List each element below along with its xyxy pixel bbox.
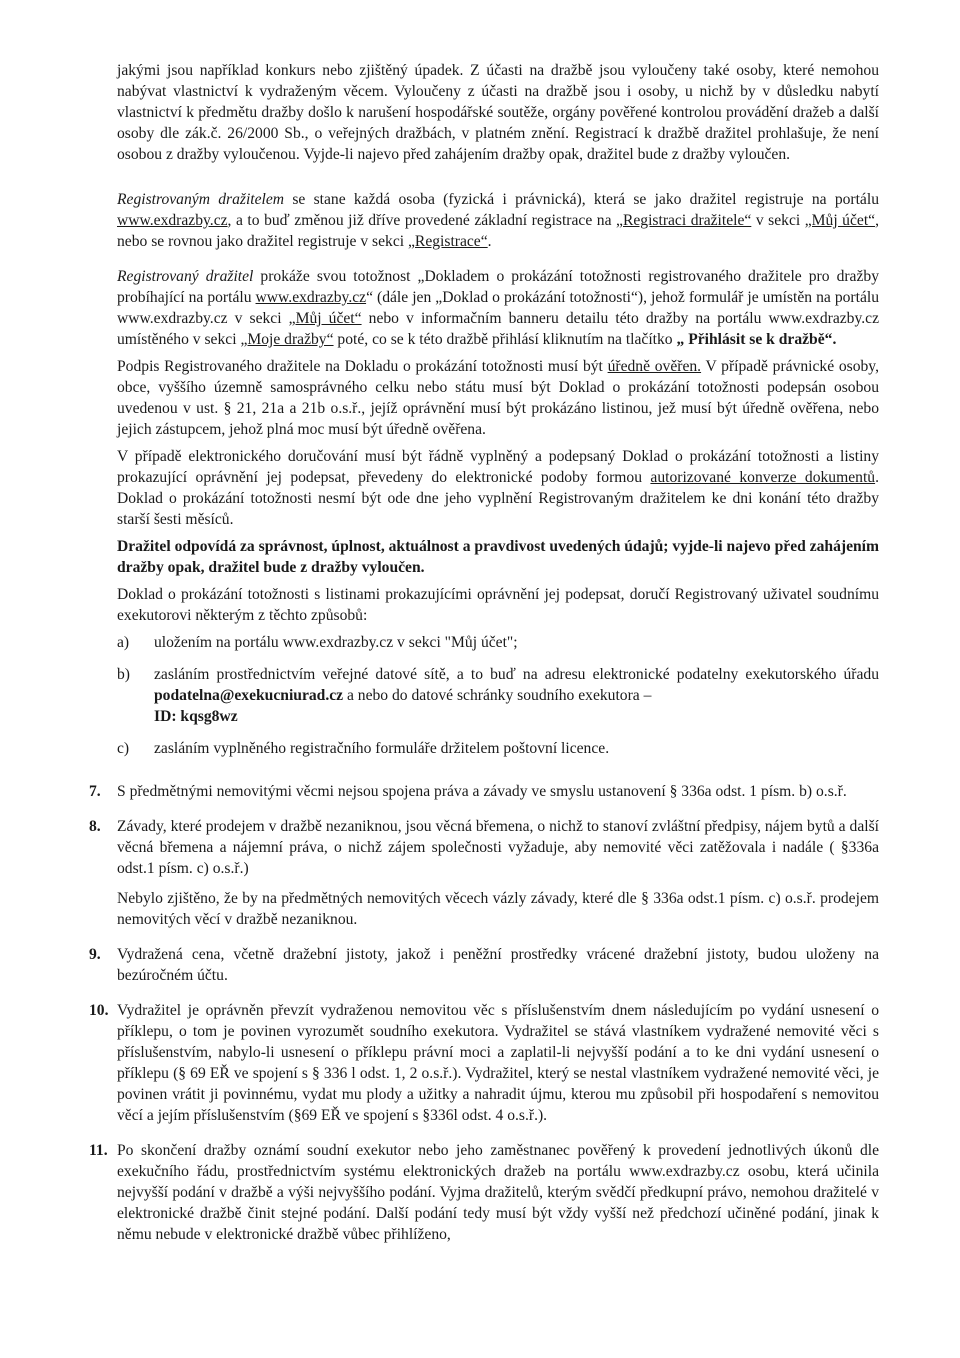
text-run: V případě právnické osoby, obce, vyššího územně samosprávného celku nebo státu musí být Doklad o prokázání totožnosti podepsán osobou uvedenou v ust. § 21, 21a a 21b o.s.ř., jejíž oprávnění musí být prokázáno listinou, jež musí být úředně ověřena, nebo jejich zástupcem, jehož plná moc musí být úředně ověřena.: [117, 358, 879, 438]
my-account-link[interactable]: „Můj účet“: [288, 310, 362, 327]
my-auctions-link[interactable]: „Moje dražby“: [240, 331, 334, 348]
point-text: Vydražitel je oprávněn převzít vydraženou nemovitou věc s příslušenstvím dnem následujícím po vydání usnesení o příklepu, o tom je povinen vyrozumět soudního exekutora. Vydražitel se stává vlastníkem vydražené nemovité věci s příslušenstvím, nabylo-li usnesení o příklepu právní moci a zaplatil-li nejvyšší podání a to ke dni vydání usnesení o příklepu (§ 69 EŘ ve spojení s § 336 l odst. 1, 2 o.s.ř.). Vydražitel, který se nestal vlastníkem vydražené nemovité věci, je povinen vrátit ji povinnému, vydat mu plody a užitky a nahradit újmu, kterou mu způsobil při hospodaření s nemovitou věcí a jejím příslušenstvím (§69 EŘ ve spojení s §336l odst. 4 o.s.ř.).: [117, 1002, 879, 1124]
point-number: 10.: [89, 1002, 109, 1019]
registration-link[interactable]: „Registrace“: [408, 233, 488, 250]
list-item-label: c): [117, 740, 130, 757]
text-run: . Doklad o prokázání totožnosti nesmí být ode dne jeho vyplnění Registrovaným dražitelem ke dni konání této dražby starší šesti měsíců.: [117, 469, 879, 528]
delivery-methods-list: [117, 632, 879, 759]
point-text: Vydražená cena, včetně dražební jistoty, jakož i peněžní prostředky vrácené dražební jistoty, budou uloženy na bezúročném účtu.: [117, 946, 879, 984]
list-item-text: zasláním prostřednictvím veřejné datové sítě, a to buď na adresu elektronické podatelny exekutorského úřadu: [154, 666, 879, 683]
point-9: [89, 944, 879, 986]
registered-bidder-term: Registrovaným dražitelem: [117, 191, 285, 208]
point-number: 7.: [89, 783, 101, 800]
list-item-label: b): [117, 666, 130, 683]
registration-paragraph: [117, 189, 879, 252]
text-run: “ (dále jen „Doklad o prokázání totožnosti“), jehož formulář je umístěn na portálu www.exdrazby.cz v sekci: [117, 289, 879, 327]
point-7: [89, 781, 879, 802]
data-box-id: ID: kqsg8wz: [154, 708, 238, 725]
intro-paragraph: jakými jsou například konkurs nebo zjištěný úpadek. Z účasti na dražbě jsou vyloučeny také osoby, které nemohou nabývat vlastnictví k vydraženým věcem. Vyloučeny z účasti na dražbě jsou i osoby, u nichž by v důsledku nabytí vlastnictví k předmětu dražby došlo k narušení hospodářské soutěže, orgány pověřené kontrolou provádění dražeb a další osoby dle zák.č. 26/2000 Sb., o veřejných dražbách, v platném znění. Registrací k dražbě dražitel prohlašuje, že není osobou z dražby vyloučenou. Vyjde-li najevo před zahájením dražby opak, dražitel bude z dražby vyloučen.: [117, 62, 879, 163]
text-run: nebo v informačním banneru detailu této dražby na portálu www.exdrazby.cz umístěného v sekci: [117, 310, 880, 348]
list-item: [117, 738, 879, 759]
list-item-label: a): [117, 634, 130, 651]
point-11: [89, 1140, 879, 1245]
document-body: [89, 60, 880, 1259]
point-number: 9.: [89, 946, 101, 963]
point-number: 11.: [89, 1142, 108, 1159]
authorized-conversion-text: autorizované konverze dokumentů: [650, 469, 876, 486]
list-item-text: zasláním vyplněného registračního formuláře držitelem poštovní licence.: [154, 740, 610, 757]
text-run: , nebo se rovnou jako dražitel registruje v sekci: [117, 212, 879, 250]
text-run: V případě elektronického doručování musí být řádně vyplněný a podepsaný Doklad o prokázání totožnosti a listiny prokazující oprávnění jej podepsat, převedeny do elektronické podoby formou: [117, 448, 879, 486]
point-10: [89, 1000, 879, 1126]
text-run: poté, co se k této dražbě přihlásí kliknutím na tlačítko: [333, 331, 677, 348]
point-text: Závady, které prodejem v dražbě nezaniknou, jsou věcná břemena, o nichž to stanoví zvláštní předpisy, nájem bytů a další věcná břemena a nájemní práva, o nichž zájem společnosti vyžaduje, aby nemovité věci zatěžovala i nadále ( §336a odst.1 písm. c) o.s.ř.): [117, 818, 879, 877]
point-8: [89, 816, 879, 930]
text-run: v sekci: [751, 212, 805, 229]
text-run: se stane každá osoba (fyzická i právnická), která se jako dražitel registruje na portálu: [284, 191, 879, 208]
portal-link[interactable]: www.exdrazby.cz: [117, 212, 228, 229]
bidder-responsibility-notice: Dražitel odpovídá za správnost, úplnost, aktuálnost a pravdivost uvedených údajů; vyjde-li najevo před zahájením dražby opak, dražitel bude z dražby vyloučen.: [117, 538, 879, 576]
text-run: .: [487, 233, 492, 250]
text-run: Podpis Registrovaného dražitele na Dokladu o prokázání totožnosti musí být: [117, 358, 608, 375]
signature-paragraph: [117, 356, 879, 440]
point-number: 8.: [89, 818, 101, 835]
list-item: [117, 664, 879, 727]
podatelna-email[interactable]: podatelna@exekucniurad.cz: [154, 687, 344, 704]
point-text: S předmětnými nemovitými věcmi nejsou spojena práva a závady ve smyslu ustanovení § 336a odst. 1 písm. b) o.s.ř.: [117, 783, 847, 800]
electronic-delivery-paragraph: [117, 446, 879, 530]
join-auction-button-name: „ Přihlásit se k dražbě“.: [676, 331, 837, 348]
portal-link[interactable]: www.exdrazby.cz: [255, 289, 367, 306]
text-run: prokáže svou totožnost „Dokladem o prokázání totožnosti registrovaného dražitele pro dražby probíhající na portálu: [117, 268, 879, 306]
bidder-registration-link[interactable]: „Registraci dražitele“: [616, 212, 752, 229]
list-item: [117, 632, 879, 653]
point-text: Po skončení dražby oznámí soudní exekutor nebo jeho zaměstnanec pověřený k provedení jednotlivých úkonů dle exekučního řádu, prostřednictvím systému elektronických dražeb na portálu www.exdrazby.cz osobu, která učinila nejvyšší podání v dražbě a výši nejvyššího podání. Vyjma dražitelů, kterým svědčí předkupní právo, nemohou dražitelé v elektronické dražbě činit stejné podání. Další podání tedy musí být vždy vyšší než předchozí učiněné podání, jinak k němu nebude v elektronické dražbě vůbec přihlíženo,: [117, 1142, 879, 1243]
list-item-text: a nebo do datové schránky soudního exekutora –: [343, 687, 652, 704]
list-item-text: uložením na portálu www.exdrazby.cz v sekci "Můj účet";: [154, 634, 518, 651]
verified-signature-text: úředně ověřen.: [607, 358, 702, 375]
my-account-link[interactable]: „Můj účet“: [804, 212, 876, 229]
registered-bidder-term: Registrovaný dražitel: [117, 268, 254, 285]
text-run: , a to buď změnou již dříve provedené základní registrace na: [227, 212, 617, 229]
point-text: Nebylo zjištěno, že by na předmětných nemovitých věcech vázly závady, které dle § 336a odst.1 písm. c) o.s.ř. prodejem nemovitých věcí v dražbě nezaniknou.: [117, 890, 879, 928]
delivery-methods-intro: Doklad o prokázání totožnosti s listinami prokazujícími oprávnění jej podepsat, doručí Registrovaný uživatel soudnímu exekutorovi některým z těchto způsobů:: [117, 586, 879, 624]
identity-paragraph: [117, 266, 879, 350]
